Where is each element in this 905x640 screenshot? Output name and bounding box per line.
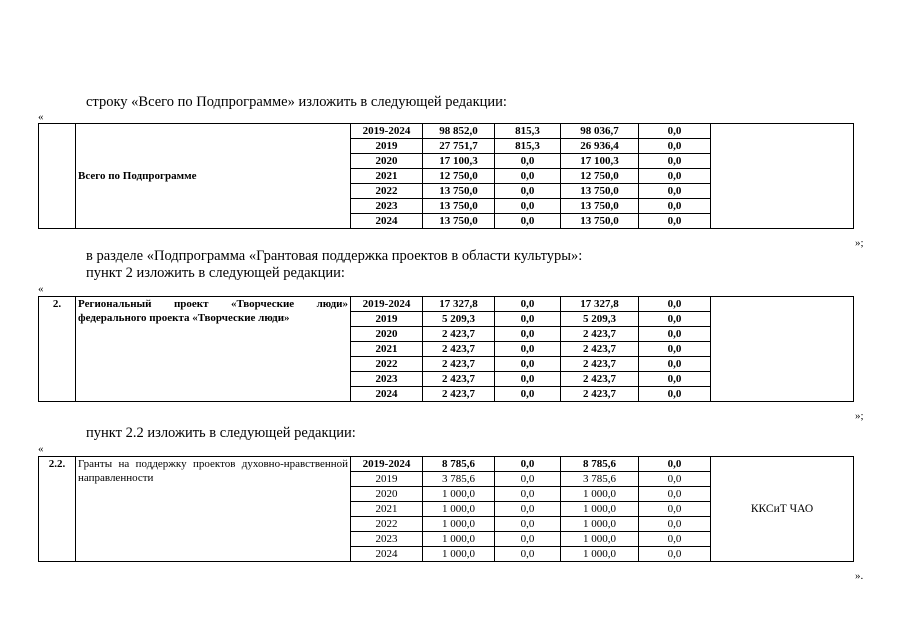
cell-year: 2019-2024 xyxy=(351,124,423,139)
section-1-table xyxy=(38,123,854,229)
cell-other: 0,0 xyxy=(639,472,711,487)
cell-reg: 26 936,4 xyxy=(561,139,639,154)
cell-reg: 3 785,6 xyxy=(561,472,639,487)
cell-reg: 2 423,7 xyxy=(561,342,639,357)
cell-fed: 0,0 xyxy=(495,199,561,214)
cell-reg: 2 423,7 xyxy=(561,357,639,372)
cell-reg: 2 423,7 xyxy=(561,372,639,387)
cell-fed: 815,3 xyxy=(495,124,561,139)
cell-year: 2019 xyxy=(351,139,423,154)
section-2-intro-line-1: в разделе «Подпрограмма «Грантовая поддержка проектов в области культуры»: xyxy=(86,248,583,264)
cell-other: 0,0 xyxy=(639,502,711,517)
cell-total: 13 750,0 xyxy=(423,184,495,199)
cell-other: 0,0 xyxy=(639,184,711,199)
cell-year: 2024 xyxy=(351,547,423,562)
cell-fed: 0,0 xyxy=(495,457,561,472)
cell-other: 0,0 xyxy=(639,327,711,342)
cell-reg: 1 000,0 xyxy=(561,532,639,547)
cell-reg: 12 750,0 xyxy=(561,169,639,184)
cell-year: 2024 xyxy=(351,214,423,229)
cell-total: 1 000,0 xyxy=(423,547,495,562)
cell-other: 0,0 xyxy=(639,457,711,472)
item-name: Гранты на поддержку проектов духовно-нравственной направленности xyxy=(76,457,351,562)
cell-year: 2021 xyxy=(351,342,423,357)
cell-total: 2 423,7 xyxy=(423,327,495,342)
cell-total: 2 423,7 xyxy=(423,357,495,372)
cell-reg: 1 000,0 xyxy=(561,487,639,502)
item-number: 2. xyxy=(39,297,76,402)
cell-year: 2019-2024 xyxy=(351,297,423,312)
section-1-close-quote: »; xyxy=(855,237,864,249)
cell-fed: 0,0 xyxy=(495,387,561,402)
cell-year: 2022 xyxy=(351,184,423,199)
section-2-intro-line-2: пункт 2 изложить в следующей редакции: xyxy=(86,265,345,281)
cell-total: 2 423,7 xyxy=(423,342,495,357)
cell-fed: 0,0 xyxy=(495,327,561,342)
table-row xyxy=(39,297,854,312)
cell-other: 0,0 xyxy=(639,372,711,387)
cell-fed: 0,0 xyxy=(495,184,561,199)
cell-fed: 0,0 xyxy=(495,312,561,327)
cell-reg: 17 100,3 xyxy=(561,154,639,169)
cell-year: 2022 xyxy=(351,357,423,372)
cell-fed: 0,0 xyxy=(495,214,561,229)
section-1-intro: строку «Всего по Подпрограмме» изложить в следующей редакции: xyxy=(86,94,507,110)
cell-fed: 0,0 xyxy=(495,297,561,312)
cell-fed: 0,0 xyxy=(495,372,561,387)
cell-year: 2019 xyxy=(351,472,423,487)
cell-total: 2 423,7 xyxy=(423,387,495,402)
cell-total: 13 750,0 xyxy=(423,199,495,214)
cell-total: 13 750,0 xyxy=(423,214,495,229)
item-number xyxy=(39,124,76,229)
section-3-intro: пункт 2.2 изложить в следующей редакции: xyxy=(86,425,356,441)
responsible-executor xyxy=(711,297,854,402)
cell-total: 17 100,3 xyxy=(423,154,495,169)
cell-total: 1 000,0 xyxy=(423,532,495,547)
cell-other: 0,0 xyxy=(639,154,711,169)
cell-year: 2023 xyxy=(351,532,423,547)
section-3-open-quote: « xyxy=(38,443,44,455)
cell-reg: 2 423,7 xyxy=(561,327,639,342)
cell-other: 0,0 xyxy=(639,517,711,532)
cell-year: 2020 xyxy=(351,327,423,342)
cell-year: 2024 xyxy=(351,387,423,402)
cell-fed: 0,0 xyxy=(495,357,561,372)
cell-total: 27 751,7 xyxy=(423,139,495,154)
section-2-close-quote: »; xyxy=(855,410,864,422)
cell-total: 1 000,0 xyxy=(423,517,495,532)
cell-other: 0,0 xyxy=(639,124,711,139)
cell-other: 0,0 xyxy=(639,342,711,357)
section-1-open-quote: « xyxy=(38,111,44,123)
cell-other: 0,0 xyxy=(639,532,711,547)
cell-reg: 8 785,6 xyxy=(561,457,639,472)
cell-total: 8 785,6 xyxy=(423,457,495,472)
cell-reg: 17 327,8 xyxy=(561,297,639,312)
cell-fed: 0,0 xyxy=(495,547,561,562)
cell-other: 0,0 xyxy=(639,199,711,214)
cell-year: 2022 xyxy=(351,517,423,532)
cell-fed: 0,0 xyxy=(495,517,561,532)
cell-fed: 0,0 xyxy=(495,154,561,169)
cell-fed: 0,0 xyxy=(495,502,561,517)
responsible-executor xyxy=(711,124,854,229)
cell-year: 2021 xyxy=(351,502,423,517)
cell-reg: 13 750,0 xyxy=(561,199,639,214)
cell-other: 0,0 xyxy=(639,214,711,229)
item-name: Всего по Подпрограмме xyxy=(76,124,351,229)
cell-year: 2023 xyxy=(351,372,423,387)
cell-reg: 1 000,0 xyxy=(561,547,639,562)
cell-total: 1 000,0 xyxy=(423,487,495,502)
table-body xyxy=(39,124,854,229)
cell-total: 5 209,3 xyxy=(423,312,495,327)
cell-other: 0,0 xyxy=(639,169,711,184)
cell-year: 2019-2024 xyxy=(351,457,423,472)
cell-other: 0,0 xyxy=(639,312,711,327)
cell-other: 0,0 xyxy=(639,487,711,502)
section-3-table xyxy=(38,456,854,562)
cell-fed: 0,0 xyxy=(495,169,561,184)
cell-total: 17 327,8 xyxy=(423,297,495,312)
cell-total: 12 750,0 xyxy=(423,169,495,184)
table-body xyxy=(39,297,854,402)
cell-fed: 0,0 xyxy=(495,532,561,547)
cell-total: 98 852,0 xyxy=(423,124,495,139)
cell-other: 0,0 xyxy=(639,547,711,562)
item-name: Региональный проект «Творческие люди» федерального проекта «Творческие люди» xyxy=(76,297,351,402)
table-row xyxy=(39,457,854,472)
cell-other: 0,0 xyxy=(639,387,711,402)
cell-reg: 2 423,7 xyxy=(561,387,639,402)
cell-total: 2 423,7 xyxy=(423,372,495,387)
cell-other: 0,0 xyxy=(639,139,711,154)
responsible-executor: ККСиТ ЧАО xyxy=(711,457,854,562)
cell-other: 0,0 xyxy=(639,297,711,312)
cell-fed: 0,0 xyxy=(495,487,561,502)
cell-year: 2019 xyxy=(351,312,423,327)
cell-year: 2020 xyxy=(351,487,423,502)
cell-year: 2023 xyxy=(351,199,423,214)
section-3-close-quote: ». xyxy=(855,570,864,582)
cell-reg: 5 209,3 xyxy=(561,312,639,327)
cell-reg: 1 000,0 xyxy=(561,502,639,517)
item-number: 2.2. xyxy=(39,457,76,562)
table-row xyxy=(39,124,854,139)
cell-reg: 1 000,0 xyxy=(561,517,639,532)
cell-total: 3 785,6 xyxy=(423,472,495,487)
section-2-table xyxy=(38,296,854,402)
cell-total: 1 000,0 xyxy=(423,502,495,517)
cell-fed: 815,3 xyxy=(495,139,561,154)
cell-year: 2021 xyxy=(351,169,423,184)
cell-other: 0,0 xyxy=(639,357,711,372)
section-2-open-quote: « xyxy=(38,283,44,295)
cell-reg: 98 036,7 xyxy=(561,124,639,139)
cell-reg: 13 750,0 xyxy=(561,214,639,229)
cell-reg: 13 750,0 xyxy=(561,184,639,199)
cell-year: 2020 xyxy=(351,154,423,169)
table-body xyxy=(39,457,854,562)
cell-fed: 0,0 xyxy=(495,472,561,487)
cell-fed: 0,0 xyxy=(495,342,561,357)
